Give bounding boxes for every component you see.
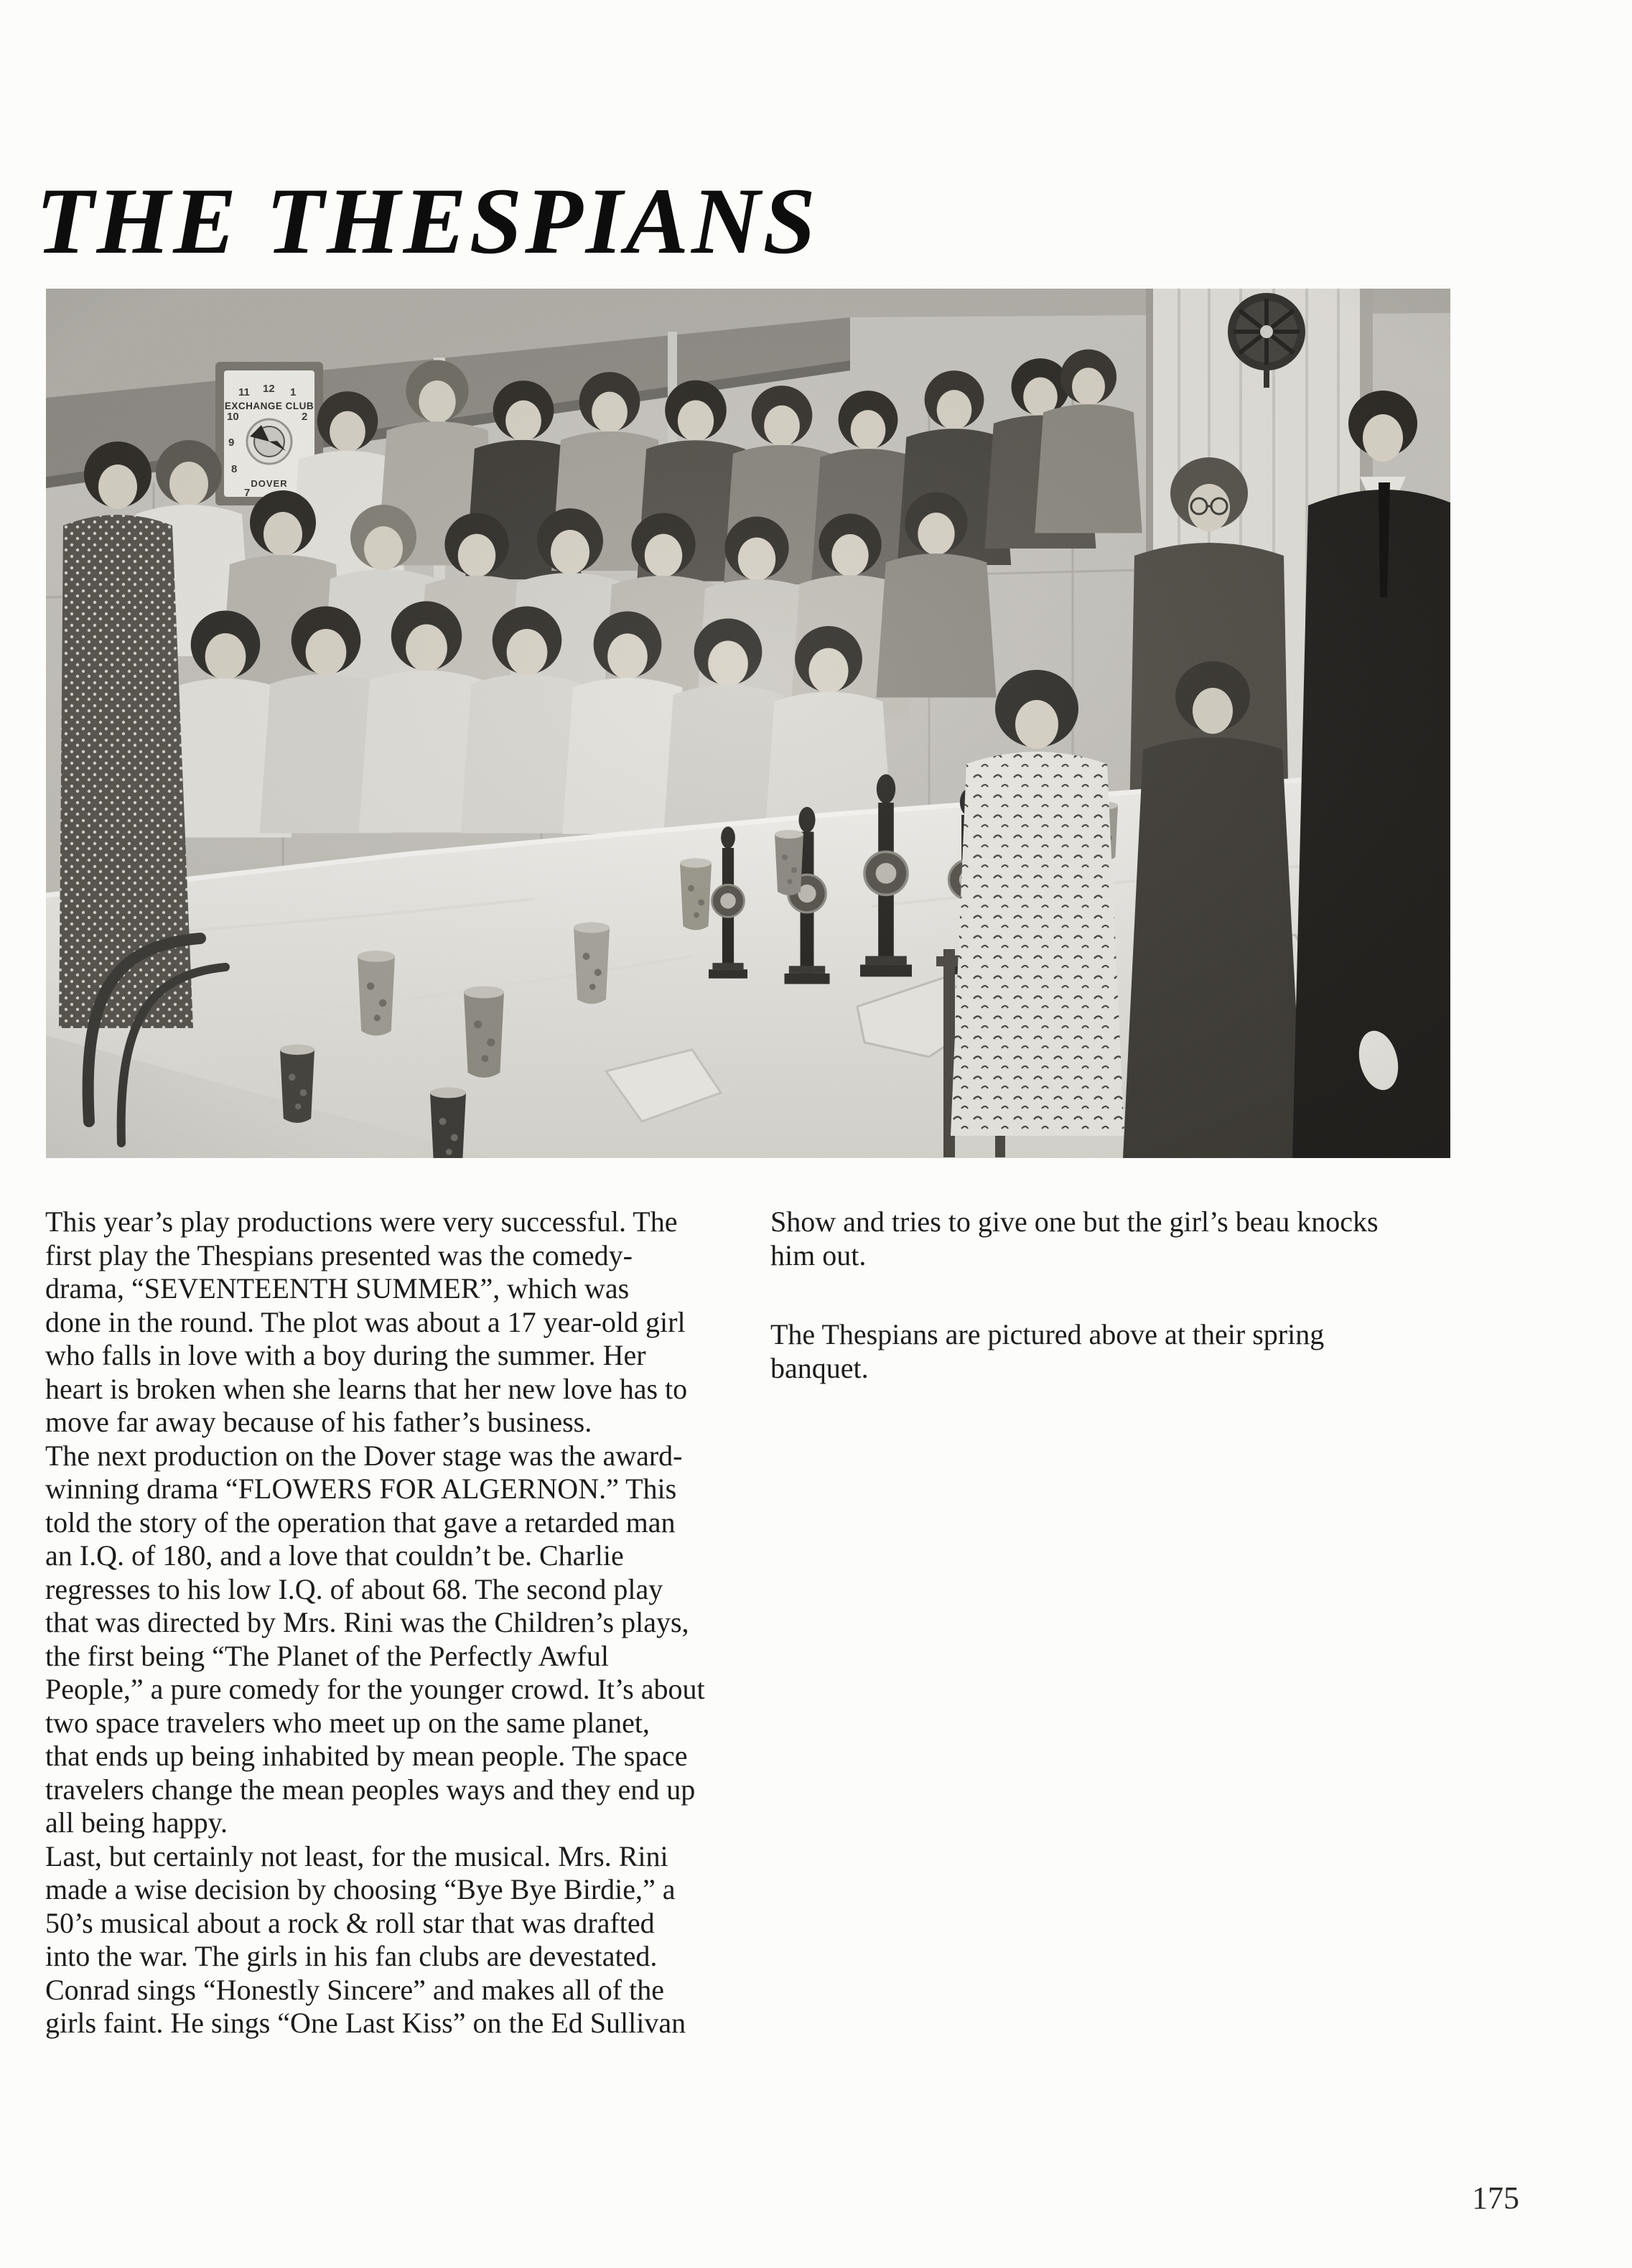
text-line: who falls in love with a boy during the summer. Her bbox=[45, 1339, 646, 1371]
photo-grain bbox=[46, 289, 1450, 1158]
text-line: drama, “SEVENTEENTH SUMMER”, which was bbox=[45, 1272, 630, 1305]
page-number: 175 bbox=[1472, 2180, 1519, 2216]
text-line: that was directed by Mrs. Rini was the Children’s plays, bbox=[45, 1606, 689, 1638]
text-line: him out. bbox=[770, 1238, 867, 1271]
text-line: heart is broken when she learns that her new love has to bbox=[45, 1372, 688, 1405]
text-line: made a wise decision by choosing “Bye Bye Birdie,” a bbox=[45, 1873, 676, 1905]
text-line: told the story of the operation that gave a retarded man bbox=[45, 1506, 676, 1539]
text-line: done in the round. The plot was about a 17 year-old girl bbox=[45, 1305, 686, 1338]
caption-paragraph-2 bbox=[770, 1318, 1460, 1385]
text-line: The next production on the Dover stage was the award- bbox=[45, 1439, 683, 1472]
text-line: that ends up being inhabited by mean people. The space bbox=[45, 1740, 688, 1772]
text-line: winning drama “FLOWERS FOR ALGERNON.” This bbox=[45, 1473, 677, 1505]
text-line: first play the Thespians presented was the comedy- bbox=[45, 1238, 633, 1271]
text-line: Conrad sings “Honestly Sincere” and makes all of the bbox=[45, 1973, 664, 2006]
caption-paragraph-1 bbox=[770, 1205, 1460, 1272]
text-line: regresses to his low I.Q. of about 68. The second play bbox=[45, 1572, 663, 1605]
article-left-column bbox=[45, 1205, 770, 2040]
text-line: move far away because of his father’s business. bbox=[45, 1406, 592, 1438]
text-line: banquet. bbox=[770, 1351, 869, 1384]
text-line: The Thespians are pictured above at their spring bbox=[770, 1318, 1325, 1350]
text-line: into the war. The girls in his fan clubs are devestated. bbox=[45, 1940, 658, 1972]
text-line: two space travelers who meet up on the same planet, bbox=[45, 1706, 650, 1739]
text-line: People,” a pure comedy for the younger crowd. It’s about bbox=[45, 1673, 705, 1705]
text-line: the first being “The Planet of the Perfectly Awful bbox=[45, 1639, 609, 1672]
text-line: girls faint. He sings “One Last Kiss” on the Ed Sullivan bbox=[45, 2007, 686, 2039]
text-line: Show and tries to give one but the girl’s beau knocks bbox=[770, 1205, 1379, 1238]
banquet-photo bbox=[46, 289, 1450, 1158]
text-line: an I.Q. of 180, and a love that couldn’t be. Charlie bbox=[45, 1539, 624, 1572]
text-line: Last, but certainly not least, for the musical. Mrs. Rini bbox=[45, 1839, 668, 1872]
page-title: THE THESPIANS bbox=[36, 168, 819, 274]
text-line: 50’s musical about a rock & roll star that was drafted bbox=[45, 1906, 655, 1939]
text-line: This year’s play productions were very successful. The bbox=[45, 1205, 678, 1238]
article-right-column bbox=[770, 1205, 1460, 1385]
banquet-photo-art bbox=[46, 289, 1450, 1158]
text-line: travelers change the mean peoples ways and they end up bbox=[45, 1773, 696, 1806]
text-line: all being happy. bbox=[45, 1806, 228, 1839]
